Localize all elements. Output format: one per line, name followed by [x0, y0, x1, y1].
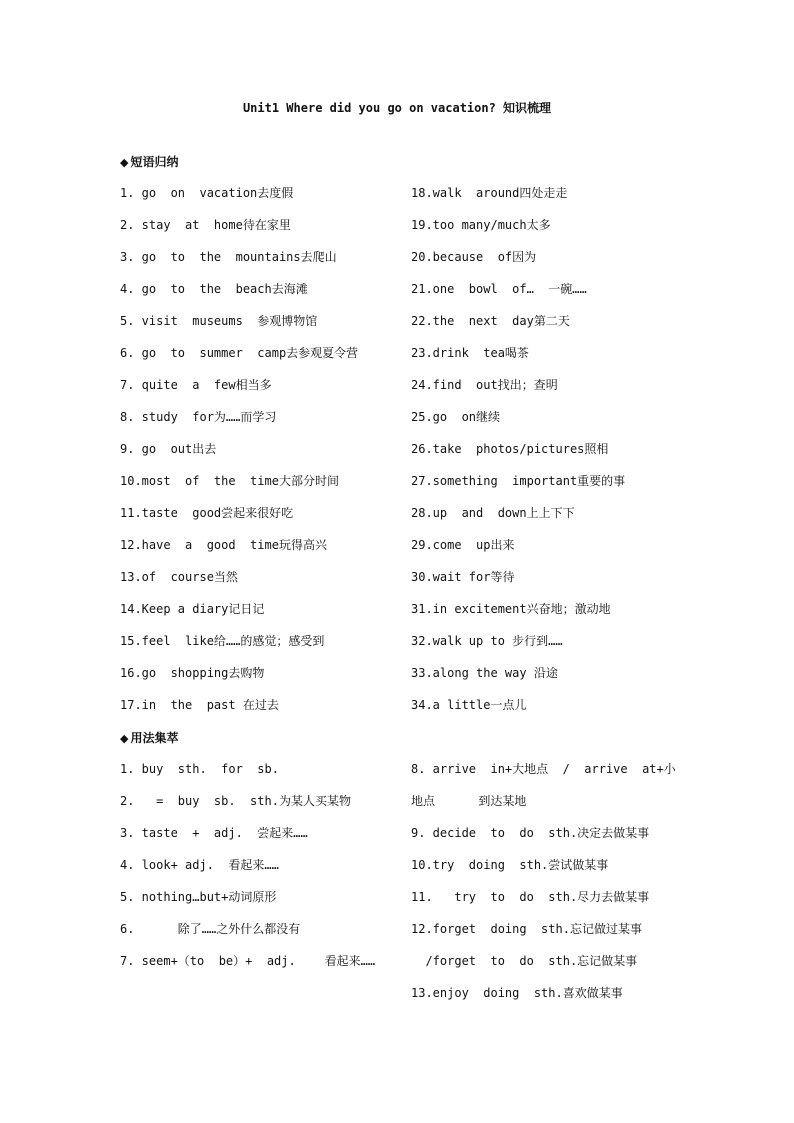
list-item: 13.of course当然 — [120, 570, 238, 584]
list-item: 8. arrive in+大地点 / arrive at+小 — [411, 762, 676, 776]
list-item: 29.come up出来 — [411, 538, 515, 552]
list-item: 地点 到达某地 — [411, 794, 527, 808]
list-item: 7. seem+（to be）+ adj. 看起来…… — [120, 954, 376, 968]
list-item: 1. buy sth. for sb. — [120, 762, 279, 776]
list-item: 2. stay at home待在家里 — [120, 218, 291, 232]
list-item: 9. go out出去 — [120, 442, 217, 456]
list-item: 12.forget doing sth.忘记做过某事 — [411, 922, 642, 936]
list-item: 5. nothing…but+动词原形 — [120, 890, 277, 904]
list-item: 2. = buy sb. sth.为某人买某物 — [120, 794, 351, 808]
list-item: 16.go shopping去购物 — [120, 666, 265, 680]
list-item: 7. quite a few相当多 — [120, 378, 272, 392]
list-item: 28.up and down上上下下 — [411, 506, 575, 520]
list-item: 13.enjoy doing sth.喜欢做某事 — [411, 986, 623, 1000]
list-item: 8. study for为……而学习 — [120, 410, 277, 424]
list-item: 14.Keep a diary记日记 — [120, 602, 265, 616]
page-title: Unit1 Where did you go on vacation? 知识梳理 — [242, 101, 552, 115]
list-item: 31.in excitement兴奋地；激动地 — [411, 602, 611, 616]
list-item: 26.take photos/pictures照相 — [411, 442, 609, 456]
list-item: 27.something important重要的事 — [411, 474, 626, 488]
list-item: 20.because of因为 — [411, 250, 537, 264]
list-item: 6. 除了……之外什么都没有 — [120, 922, 301, 936]
diamond-bullet-icon: ◆ — [120, 732, 129, 745]
list-item: 11. try to do sth.尽力去做某事 — [411, 890, 650, 904]
list-item: 34.a little一点儿 — [411, 698, 527, 712]
list-item: 11.taste good尝起来很好吃 — [120, 506, 294, 520]
list-item: 6. go to summer camp去参观夏令营 — [120, 346, 359, 360]
list-item: 12.have a good time玩得高兴 — [120, 538, 327, 552]
list-item: 10.most of the time大部分时间 — [120, 474, 339, 488]
section-heading-usage — [120, 729, 178, 746]
list-item: 25.go on继续 — [411, 410, 501, 424]
list-item: 4. go to the beach去海滩 — [120, 282, 308, 296]
list-item: 9. decide to do sth.决定去做某事 — [411, 826, 650, 840]
list-item: 23.drink tea喝茶 — [411, 346, 529, 360]
list-item: 10.try doing sth.尝试做某事 — [411, 858, 609, 872]
list-item: 15.feel like给……的感觉；感受到 — [120, 634, 325, 648]
list-item: 3. taste + adj. 尝起来…… — [120, 826, 308, 840]
list-item: /forget to do sth.忘记做某事 — [411, 954, 638, 968]
list-item: 5. visit museums 参观博物馆 — [120, 314, 318, 328]
list-item: 33.along the way 沿途 — [411, 666, 558, 680]
list-item: 22.the next day第二天 — [411, 314, 570, 328]
section-heading-phrases — [120, 153, 178, 170]
section-heading-label: 短语归纳 — [130, 155, 179, 169]
list-item: 17.in the past 在过去 — [120, 698, 279, 712]
diamond-bullet-icon: ◆ — [120, 156, 129, 169]
list-item: 21.one bowl of… 一碗…… — [411, 282, 587, 296]
list-item: 3. go to the mountains去爬山 — [120, 250, 337, 264]
list-item: 19.too many/much太多 — [411, 218, 551, 232]
section-heading-label: 用法集萃 — [130, 731, 179, 745]
list-item: 24.find out找出；查明 — [411, 378, 558, 392]
list-item: 1. go on vacation去度假 — [120, 186, 294, 200]
list-item: 30.wait for等待 — [411, 570, 515, 584]
list-item: 18.walk around四处走走 — [411, 186, 568, 200]
list-item: 4. look+ adj. 看起来…… — [120, 858, 279, 872]
list-item: 32.walk up to 步行到…… — [411, 634, 563, 648]
